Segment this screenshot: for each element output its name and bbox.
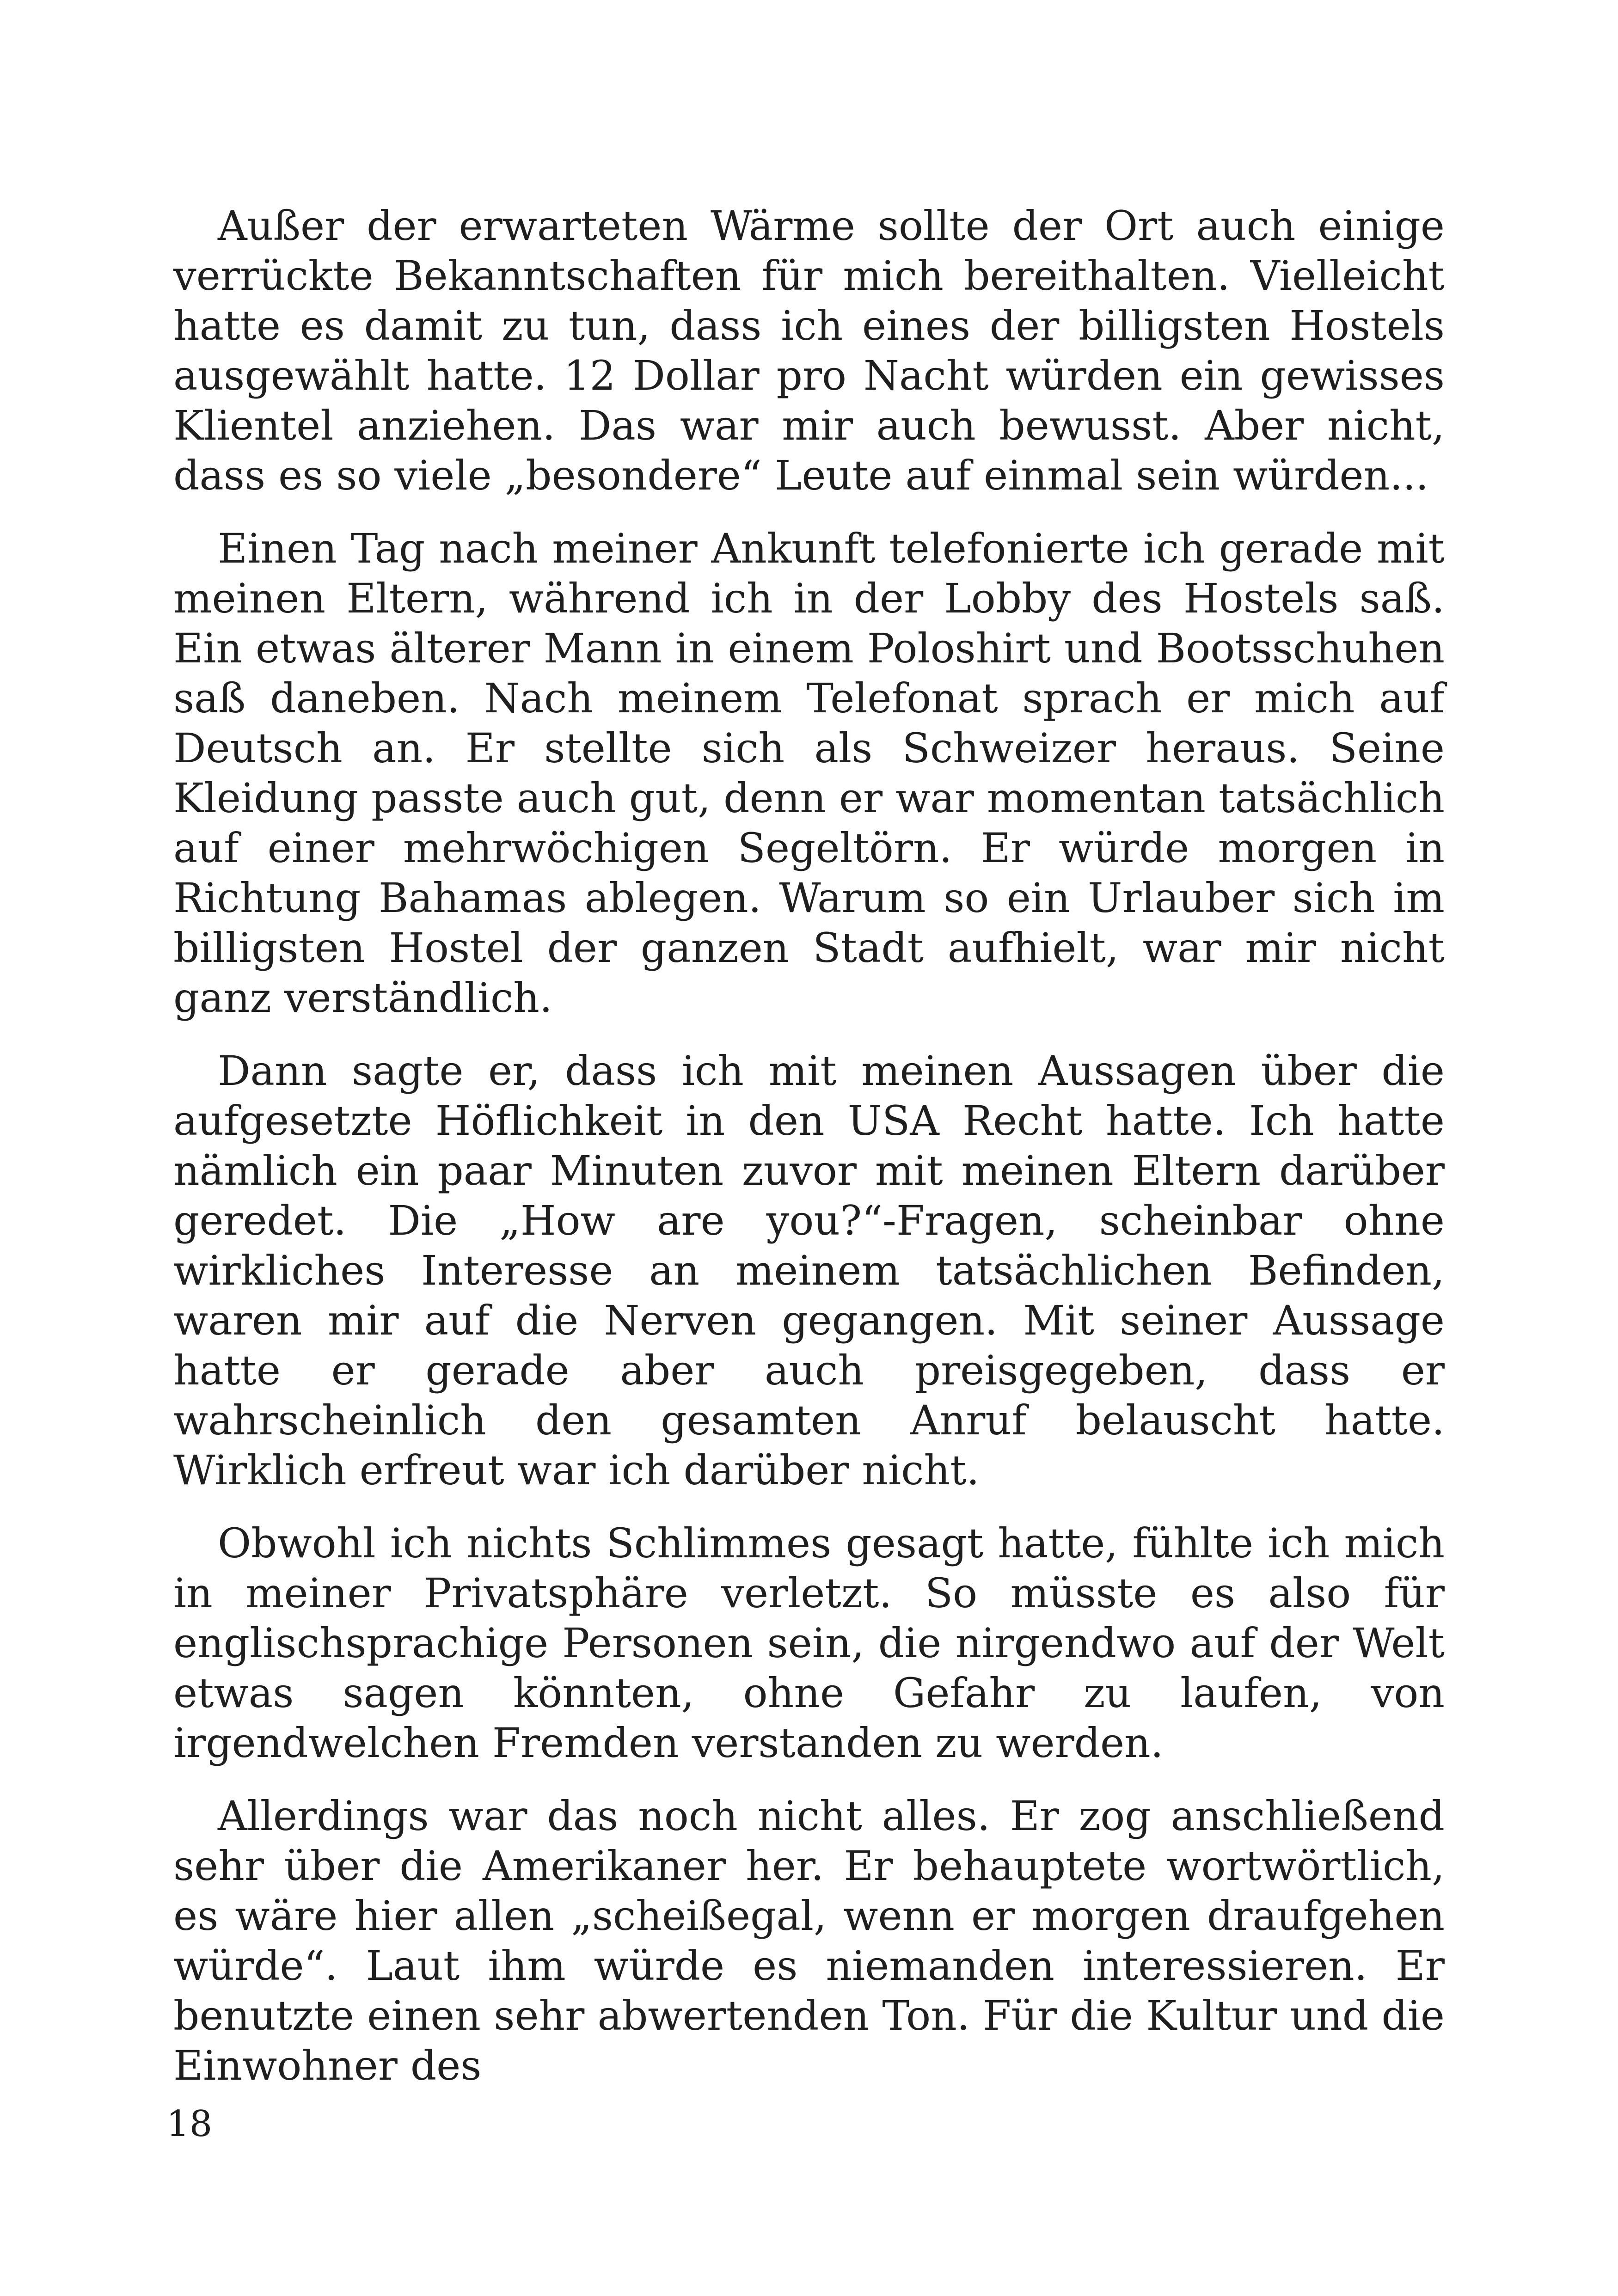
paragraph-4: Obwohl ich nichts Schlimmes gesagt hatte, fühlte ich mich in meiner Privatsphäre verletzt. So müsste es also für englischsprachige Personen sein, die nirgendwo auf der Welt etwas sagen könnten, ohne Gefahr zu laufen, von irgendwelchen Fremden verstanden zu werden. bbox=[173, 1519, 1445, 1767]
paragraph-1: Außer der erwarteten Wärme sollte der Ort auch einige verrückte Bekanntschaften für mich bereithalten. Vielleicht hatte es damit zu tun, dass ich eines der billigsten Hostels ausgewählt hatte. 12 Dollar pro Nacht würden ein gewisses Klientel anziehen. Das war mir auch bewusst. Aber nicht, dass es so viele „besondere“ Leute auf einmal sein würden... bbox=[173, 202, 1445, 499]
body-text bbox=[173, 201, 1445, 2114]
paragraph-2: Einen Tag nach meiner Ankunft telefonierte ich gerade mit meinen Eltern, während ich in der Lobby des Hostels saß. Ein etwas älterer Mann in einem Poloshirt und Bootsschuhen saß daneben. Nach meinem Telefonat sprach er mich auf Deutsch an. Er stellte sich als Schweizer heraus. Seine Kleidung passte auch gut, denn er war momentan tatsächlich auf einer mehrwöchigen Segeltörn. Er würde morgen in Richtung Bahamas ablegen. Warum so ein Urlauber sich im billigsten Hostel der ganzen Stadt aufhielt, war mir nicht ganz verständlich. bbox=[173, 525, 1445, 1022]
paragraph-3: Dann sagte er, dass ich mit meinen Aussagen über die aufgesetzte Höflichkeit in den USA Recht hatte. Ich hatte nämlich ein paar Minuten zuvor mit meinen Eltern darüber geredet. Die „How are you?“-Fragen, scheinbar ohne wirkliches Interesse an meinem tatsächlichen Befinden, waren mir auf die Nerven gegangen. Mit seiner Aussage hatte er gerade aber auch preisgegeben, dass er wahrscheinlich den gesamten Anruf belauscht hatte. Wirklich erfreut war ich darüber nicht. bbox=[173, 1047, 1445, 1494]
page-number: 18 bbox=[166, 2103, 213, 2145]
paragraph-5: Allerdings war das noch nicht alles. Er zog anschließend sehr über die Amerikaner her. Er behauptete wortwörtlich, es wäre hier allen „scheißegal, wenn er morgen draufgehen würde“. Laut ihm würde es niemanden interessieren. Er benutzte einen sehr abwertenden Ton. Für die Kultur und die Einwohner des bbox=[173, 1792, 1445, 2089]
